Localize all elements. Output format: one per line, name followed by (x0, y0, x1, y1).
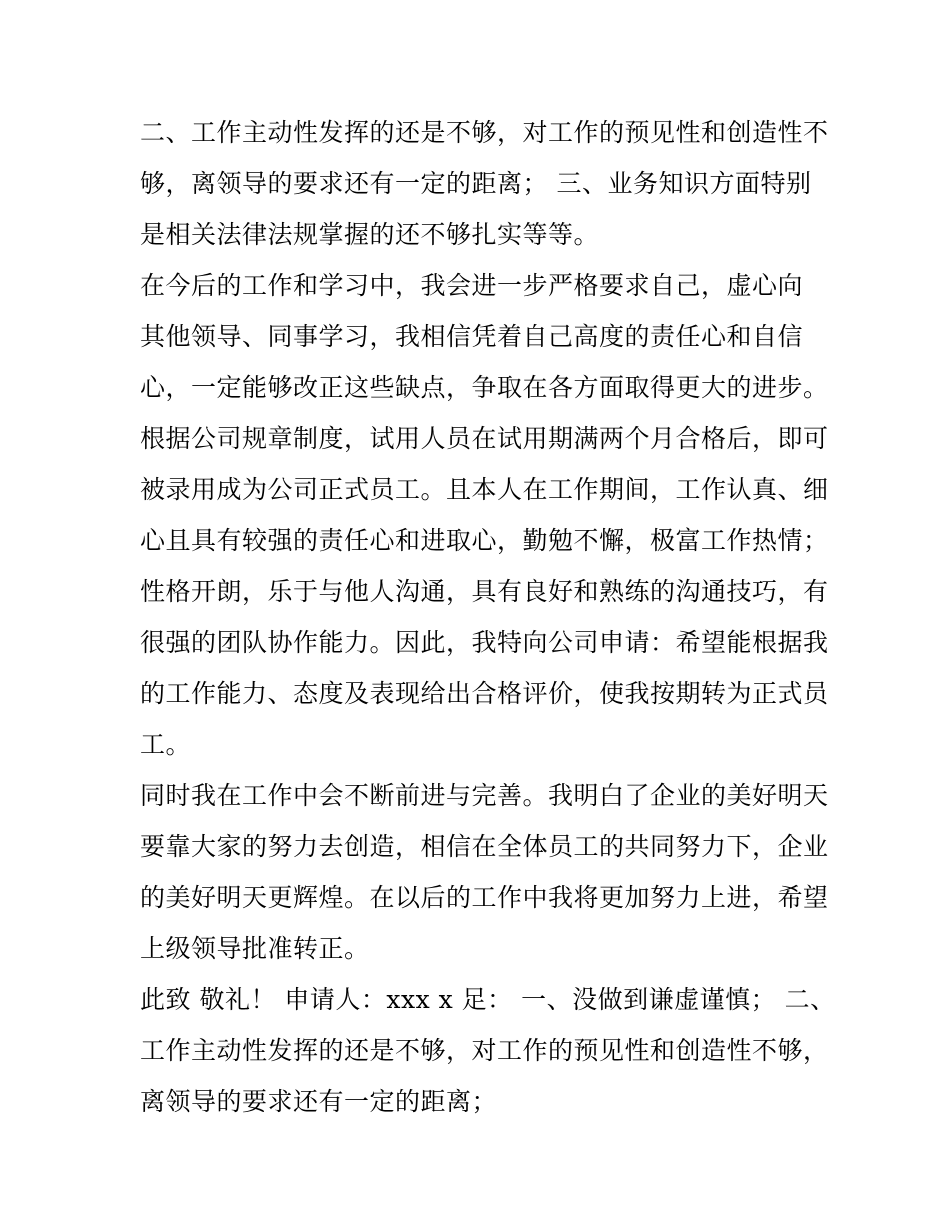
text-line: 是相关法律法规掌握的还不够扎实等等。 (140, 220, 600, 249)
document-body (140, 107, 836, 1127)
text-line: 二、工作主动性发挥的还是不够，对工作的预见性和创造性不 (140, 118, 829, 147)
text-line: 很强的团队协作能力。因此，我特向公司申请：希望能根据我 (140, 628, 829, 657)
paragraph (140, 770, 829, 974)
paragraph (140, 107, 829, 260)
text-line: 的工作能力、态度及表现给出合格评价，使我按期转为正式员 (140, 679, 829, 708)
text-line: 上级领导批准转正。 (140, 934, 370, 963)
text-line: 要靠大家的努力去创造，相信在全体员工的共同努力下，企业 (140, 832, 829, 861)
text-line: 心且具有较强的责任心和进取心，勤勉不懈，极富工作热情； (140, 526, 829, 555)
text-line: 工。 (140, 730, 192, 759)
paragraph (140, 260, 829, 413)
text-line: 离领导的要求还有一定的距离； (140, 1087, 498, 1116)
text-line: 够，离领导的要求还有一定的距离； 三、业务知识方面特别 (140, 169, 812, 198)
text-line: 的美好明天更辉煌。在以后的工作中我将更加努力上进，希望 (140, 883, 829, 912)
paragraph (140, 974, 836, 1127)
text-line: 被录用成为公司正式员工。且本人在工作期间，工作认真、细 (140, 475, 829, 504)
paragraph (140, 413, 829, 770)
text-line: 此致 敬礼！ 申请人：xxx x 足： 一、没做到谦虚谨慎； 二、 (140, 985, 836, 1014)
text-line: 工作主动性发挥的还是不够，对工作的预见性和创造性不够， (140, 1036, 829, 1065)
text-line: 在今后的工作和学习中，我会进一步严格要求自己，虚心向 (140, 271, 804, 300)
text-line: 性格开朗，乐于与他人沟通，具有良好和熟练的沟通技巧，有 (140, 577, 829, 606)
text-line: 根据公司规章制度，试用人员在试用期满两个月合格后，即可 (140, 424, 829, 453)
text-line: 其他领导、同事学习，我相信凭着自己高度的责任心和自信 (140, 322, 804, 351)
text-line: 同时我在工作中会不断前进与完善。我明白了企业的美好明天 (140, 781, 829, 810)
text-line: 心，一定能够改正这些缺点，争取在各方面取得更大的进步。 (140, 373, 829, 402)
